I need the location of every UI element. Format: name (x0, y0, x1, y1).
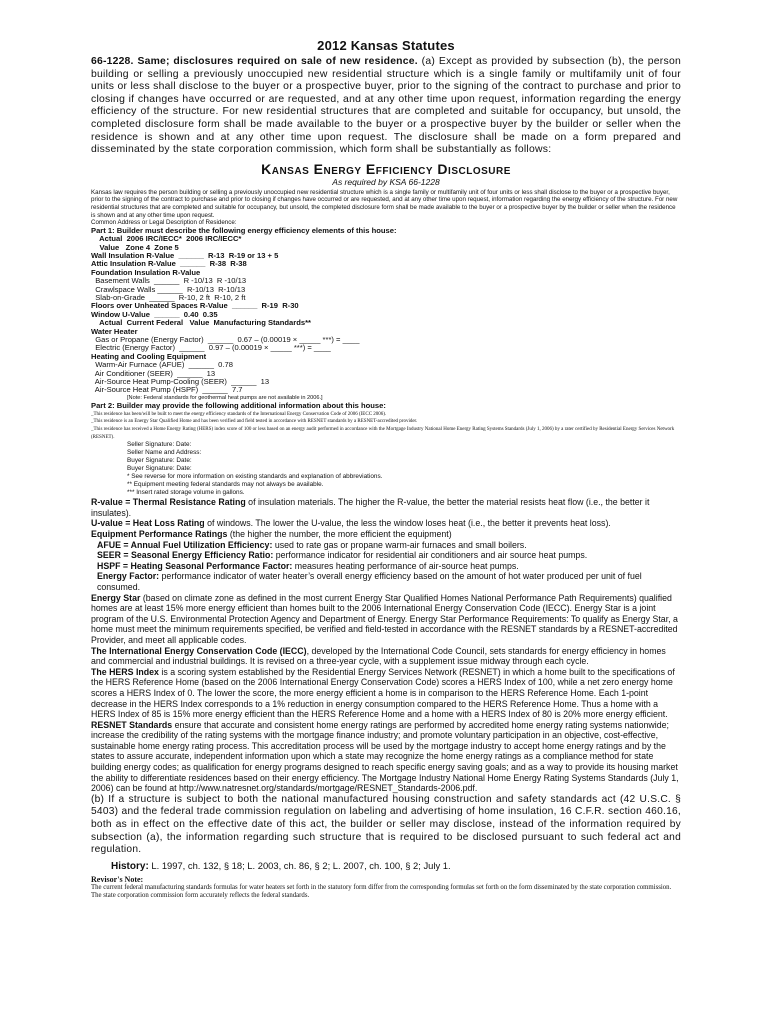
history-text: L. 1997, ch. 132, § 18; L. 2003, ch. 86, § 2; L. 2007, ch. 100, § 2; July 1. (148, 859, 451, 871)
hers-definition (91, 667, 681, 720)
part1-line: Floors over Unheated Spaces R-Value ______ R-19 R-30 (91, 301, 299, 311)
equip-text: (the higher the number, the more efficient the equipment) (227, 529, 452, 539)
signature-line: Buyer Signature: Date: (127, 465, 192, 473)
part1-line: Actual Current Federal Value Manufacturing Standards** (91, 318, 311, 328)
part1-line: Gas or Propane (Energy Factor) ______ 0.67 – (0.00019 × _____ ***) = ____ (91, 335, 360, 344)
part1-line: Foundation Insulation R-Value (91, 267, 201, 277)
hers-text: is a scoring system established by the Residential Energy Services Network (RESNET) in which a home built to the specifications of the HERS Reference Home (based on the 2006 International Energy Conservation Code) scores a HERS Index of 100, while a net zero energy home scores a HERS Index of 0. The lower the score, the more energy efficient a home is in comparison to the HERS Reference Home. Each 1-point decrease in the HERS Index corresponds to a 1% reduction in energy consumption compared to the HERS Reference Home. Thus a home with a HERS Index of 85 is 15% more energy efficient than the HERS Reference Home and a home with a HERS Index of 80 is 20% more energy efficient. (91, 666, 675, 720)
afue-text: used to rate gas or propane warm-air furnaces and small boilers. (272, 539, 527, 550)
afue-term: AFUE = Annual Fuel Utilization Efficiency: (97, 539, 273, 550)
part2-option: _This residence has received a Home Energy Rating (HERS) index score of 100 or less based on an energy audit performed in accordance with the Mortgage Industry National Home Energy Rating Systems Standards (July 1, 2006) by a rater certified by Residential Energy Services Network (RESNET). (91, 427, 675, 440)
geothermal-note: [Note: Federal standards for geothermal heat pumps are not available in 2006.] (127, 394, 323, 401)
rvalue-text: of insulation materials. The higher the R-value, the better the material resists heat flow (i.e., the better it insulates). (91, 497, 650, 518)
equip-definition (91, 529, 681, 540)
part1-line: Heating and Cooling Equipment (91, 351, 207, 361)
subsection-b: (b) If a structure is subject to both the national manufactured housing construction and safety standards act (42 U.S.C. § 5403) and the federal trade commission regulation on labeling and advertising of home insulation, 16 C.F.R. section 460.16, both as in effect on the effective date of this act, the builder or seller may disclose, instead of the information required by subsection (a), the information regarding such structure that is required to be disclosed pursuant to such federal act and regulation. (91, 793, 681, 856)
section-intro-text: (a) Except as provided by subsection (b), the person building or selling a previously unoccupied new residential structure which is a single family or multifamily unit of four units or less shall disclose to the buyer or a prospective buyer, prior to the signing of the contract to purchase and prior to closing if changes have occurred or are requested, and at any other time upon request, information regarding the energy efficiency of the structure. For new residential structures that are completed and suitable for occupancy, but unsold, the completed disclosure form shall be made available to the buyer or a prospective buyer by the builder or seller when the residence is shown and at any other time upon request. The disclosure shall be made on a form prepared and disseminated by the state corporation commission, which form shall be substantially as follows: (91, 56, 681, 156)
energy-factor-text: performance indicator of water heater’s overall energy efficiency based on the amount of hot water produced per unit of fuel consumed. (97, 571, 642, 592)
signature-line: Buyer Signature: Date: (127, 457, 192, 465)
form-title: Kansas Energy Efficiency Disclosure (261, 160, 511, 177)
rvalue-term: R-value = Thermal Resistance Rating (91, 497, 246, 508)
part1-line: Basement Walls ______ R -10/13 R -10/13 (91, 276, 247, 286)
section-heading: Same; disclosures required on sale of new residence. (137, 56, 418, 67)
seer-text: performance indicator for residential air conditioners and air source heat pumps. (273, 550, 588, 561)
part2-option: _This residence is an Energy Star Qualified Home and has been verified and field tested in accordance with RESNET standards by a RESNET-accredited provider. (91, 419, 418, 425)
history-line (91, 859, 681, 873)
iecc-text: , developed by the International Code Council, sets standards for energy efficiency in homes and commercial and industrial buildings. It is revised on a three-year cycle, with a supplement issue midway through each cycle. (91, 645, 666, 667)
footnote-line: ** Equipment meeting federal standards may not always be available. (127, 481, 324, 489)
form-subtitle: As required by KSA 66-1228 (332, 176, 440, 187)
part1-line: Actual 2006 IRC/IECC* 2006 IRC/IECC* (91, 234, 242, 244)
part2-lines (91, 411, 681, 441)
afue-definition (91, 540, 681, 551)
resnet-term: RESNET Standards (91, 719, 173, 730)
rvalue-definition (91, 497, 681, 518)
energy-factor-definition (91, 571, 681, 592)
seer-definition (91, 550, 681, 561)
hspf-text: measures heating performance of air-source heat pumps. (292, 560, 519, 571)
form-address-line: Common Address or Legal Description of Residence: (91, 219, 237, 227)
energy-star-text: (based on climate zone as defined in the most current Energy Star Qualified Homes National Performance Path Requirements) qualified homes are at least 15% more energy efficient than homes built to the 2006 International Energy Conservation Code (IECC). Energy Star is a joint program of the U.S. Environmental Protection Agency and Department of Energy. Energy Star Performance Requirements: To qualify as Energy Star, a home must meet the minimum requirements specified, be verified and field-tested in accordance with the RESNET standards by a RESNET-accredited Provider, and meet all applicable codes. (91, 592, 678, 645)
part1-line: Crawlspace Walls ______ R-10/13 R-10/13 (91, 284, 246, 294)
part1-line: Air Conditioner (SEER) ______ 13 (91, 368, 216, 378)
part1-line: Warm-Air Furnace (AFUE) ______ 0.78 (91, 360, 233, 370)
footnote-line: *** Insert rated storage volume in gallons. (127, 489, 245, 497)
part1-line: Electric (Energy Factor) ______ 0.97 – (0.00019 × _____ ***) = ____ (91, 343, 331, 353)
energy-star-definition (91, 593, 681, 646)
part1-line: Water Heater (91, 326, 138, 336)
part2-heading: Part 2: Builder may provide the following additional information about this house: (91, 401, 386, 411)
part1-line: Value Zone 4 Zone 5 (91, 242, 179, 252)
section-intro (91, 56, 681, 157)
part2-option: _This residence has been/will be built to meet the energy efficiency standards of the International Energy Conservation Code of 2006 (IECC 2006). (91, 411, 387, 417)
footnotes (91, 473, 681, 497)
part1-line: Wall Insulation R-Value ______ R-13 R-19 or 13 + 5 (91, 250, 279, 260)
part1-heading: Part 1: Builder must describe the following energy efficiency elements of this house: (91, 225, 397, 235)
uvalue-text: of windows. The lower the U-value, the less the window loses heat (i.e., the better it prevents heat loss). (204, 518, 611, 529)
hers-term: The HERS Index (91, 666, 159, 677)
uvalue-definition (91, 518, 681, 529)
hspf-definition (91, 561, 681, 572)
energy-factor-term: Energy Factor: (97, 571, 160, 582)
iecc-definition (91, 646, 681, 667)
equip-term: Equipment Performance Ratings (91, 529, 228, 539)
revisor-heading: Revisor's Note: (91, 874, 144, 884)
signature-block (91, 441, 681, 473)
hspf-term: HSPF = Heating Seasonal Performance Factor: (97, 560, 293, 571)
history-label: History: (111, 860, 149, 872)
resnet-text: ensure that accurate and consistent home energy ratings are performed by accredited home energy rating systems nationwide; increase the credibility of the rating systems with the mortgage finance industry; and promote voluntary participation in an objective, cost-effective, sustainable home energy rating process. This accreditation process will be used by the mortgage industry to accept home energy ratings and by the states to assure accurate, independent information upon which a state may recognize the home energy ratings as a compliance method for state building energy codes; as qualification for energy programs designed to reach specific energy saving goals; and as a way to provide its housing market the ability to differentiate residences based on their energy efficiency. The Mortgage Industry National Home Energy Rating Systems Standards (July 1, 2006) can be found at http://www.natresnet.org/standards/mortgage/RESNET_Standards-2006.pdf. (91, 719, 679, 794)
definitions (91, 497, 681, 794)
resnet-definition (91, 720, 681, 794)
part1-line: Air-Source Heat Pump (HSPF) ______ 7.7 (91, 385, 243, 395)
document-title: 2012 Kansas Statutes (317, 38, 455, 53)
signature-line: Seller Signature: Date: (127, 441, 192, 449)
part1-line: Slab-on-Grade ______ R-10, 2 ft R-10, 2 ft (91, 292, 246, 302)
revisor-note: The current federal manufacturing standards formulas for water heaters set forth in the statutory form differ from the corresponding formulas set forth on the form disseminated by the state corporation commission. The state corporation commission form accurately reflects the federal standards. (91, 883, 672, 900)
iecc-term: The International Energy Conservation Code (IECC) (91, 645, 307, 656)
section-number: 66-1228. (91, 56, 134, 67)
energy-star-term: Energy Star (91, 592, 141, 603)
part1-line: Attic Insulation R-Value ______ R-38 R-38 (91, 259, 247, 269)
signature-line: Seller Name and Address: (127, 449, 202, 457)
statute-page (91, 38, 681, 988)
form-law-text: Kansas law requires the person building or selling a previously unoccupied new residential structure which is a single family or multifamily unit of four units or less shall disclose to the buyer or a prospective buyer, prior to the signing of the contract to purchase and prior to closing if changes have occurred or are requested, and at any other time upon request, information regarding the energy efficiency of the structure. For new residential structures that are completed and suitable for occupancy, but unsold, the completed disclosure form shall be made available to the buyer or a prospective buyer by the builder or seller when the residence is shown and at any other time upon request. (91, 188, 678, 219)
seer-term: SEER = Seasonal Energy Efficiency Ratio: (97, 550, 274, 561)
part1-line: Air-Source Heat Pump-Cooling (SEER) ______ 13 (91, 377, 270, 387)
part1-lines (91, 235, 681, 395)
part1-line: Window U-Value ______ 0.40 0.35 (91, 309, 218, 319)
footnote-line: * See reverse for more information on existing standards and explanation of abbreviations. (127, 473, 383, 481)
uvalue-term: U-value = Heat Loss Rating (91, 518, 205, 529)
